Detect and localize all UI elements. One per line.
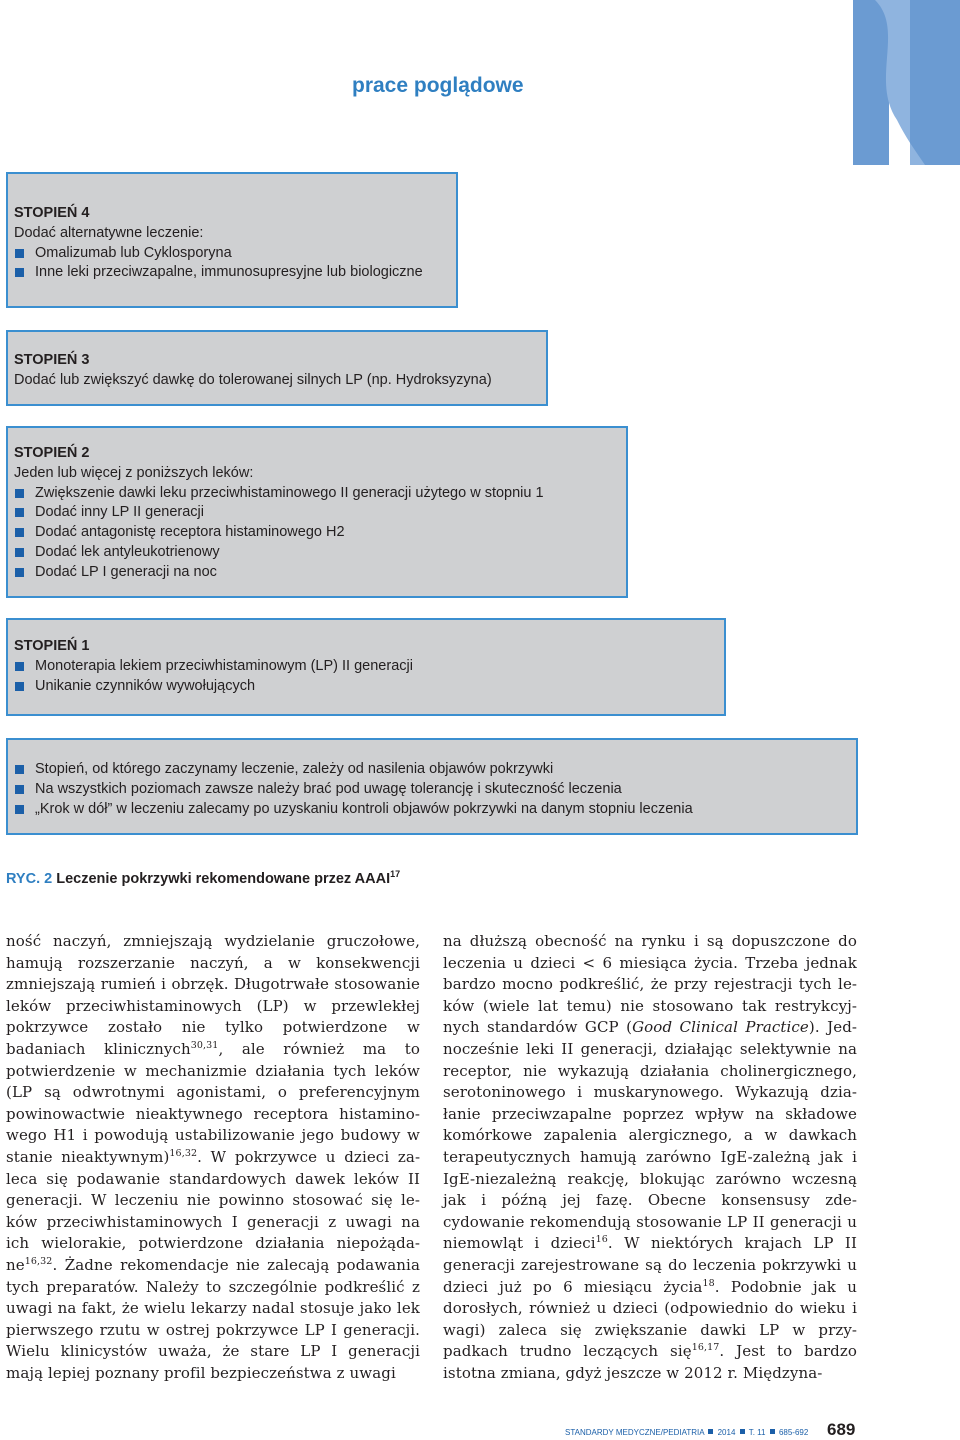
figure-caption [6,869,506,887]
note-item: Na wszystkich poziomach zawsze należy brać pod uwagę tolerancję i skuteczność leczenia [14,780,850,800]
header-decoration-curve [875,0,925,165]
square-bullet-icon [740,1429,745,1434]
page-footer [565,1417,960,1440]
journal-name: STANDARDY MEDYCZNE/PEDIATRIA [565,1428,705,1437]
step-item: Dodać LP I generacji na noc [14,563,620,583]
step-title: STOPIEŃ 4 [14,205,90,221]
section-label: prace poglądowe [352,74,524,97]
figure-caption-text: Leczenie pokrzywki rekomendowane przez AAAI [56,870,391,887]
step-intro: Dodać lub zwiększyć dawkę do tolerowanej silnych LP (np. Hydroksyzyna) [14,371,492,388]
step-title: STOPIEŃ 3 [14,352,90,368]
journal-volume: T. 11 [748,1428,766,1437]
citation: 16,32 [24,1255,53,1267]
journal-pages: 685-692 [778,1428,809,1437]
note-item: Stopień, od którego zaczynamy leczenie, zależy od nasilenia objawów pokrzywki [14,760,850,780]
citation: 17 [390,869,401,879]
step-item: Inne leki przeciwzapalne, immunosupresyjne lub biologiczne [14,263,450,283]
step-item: Dodać lek antyleukotrienowy [14,543,620,563]
citation: 16,17 [691,1342,720,1354]
citation: 30,31 [190,1039,219,1051]
step-title: STOPIEŃ 2 [14,445,90,461]
citation: 16 [595,1234,608,1246]
step-item: Unikanie czynników wywołujących [14,677,718,697]
step-item: Monoterapia lekiem przeciwhistaminowym (LP) II generacji [14,657,718,677]
figure-number: RYC. 2 [6,870,53,887]
body-column-left: ność naczyń, zmniejszają wydzielanie gruczołowe, hamują rozszerzanie naczyń, a w konsekwencji zmniejszają rumień i obrzęk. Długotrwałe stosowanie leków przeciwhistaminowych (LP) w przewlekłej pokrzywce zostało nie tylko potwierdzone w badaniach klinicznych$^{30,31}$, ale również ma to potwierdzenie w mechanizmie działania tych leków (LP są odwrotnymi agonistami, o preferencyjnym powinowactwie nieaktywnego receptora histaminowego H1 i powodują ustabilizowanie jego budowy w stanie nieaktywnym)$^{16,32}$. W pokrzywce u dzieci zaleca się podawanie standardowych dawek leków II generacji. W leczeniu nie powinno stosować się leków przeciwhistaminowych I generacji z uwagi na ich wielorakie, potwierdzone działania niepożądane$^{16,32}$. Żadne rekomendacje nie zalecają podawania tych preparatów. Należy to szczególnie podkreślić z uwagi na fakt, że wielu lekarzy nadal stosuje jako lek pierwszego rzutu w ostrej pokrzywce LP I generacji. Wielu klinicystów uważa, że stare LP I generacji mają lepiej poznany profil bezpieczeństwa z uwagi [6,932,421,1382]
notes-box [6,738,858,835]
step-1-box [6,618,726,716]
journal-year: 2014 [717,1428,736,1437]
square-bullet-icon [770,1429,775,1434]
step-item: Omalizumab lub Cyklosporyna [14,244,450,264]
step-4-box [6,172,458,308]
citation: 16,32 [169,1147,198,1159]
step-item: Zwiększenie dawki leku przeciwhistaminowego II generacji użytego w stopniu 1 [14,484,620,504]
step-title: STOPIEŃ 1 [14,638,90,654]
body-column-right: na dłuższą obecność na rynku i są dopuszczone do leczenia u dzieci < 6 miesiąca życia. Trzeba jednak bardzo mocno podkreślić, że przy rejestracji tych leków (wiele lat temu) nie stosowano tak restrykcyjnych standardów GCP (Good Clinical Practice). Jednocześnie leki II generacji, działając selektywnie na receptor, nie wykazują działania cholinergicznego, serotoninowego i muskarynowego. Wykazują działanie przeciwzapalne poprzez wpływ na składowe komórkowe zapalenia alergicznego, a w dawkach terapeutycznych hamują zarówno IgE-zależną jak i IgE-niezależną reakcję, blokując zarówno wczesną jak i późną jej fazę. Obecne konsensusy zdecydowanie rekomendują stosowanie LP II generacji u niemowląt i dzieci$^{16}$. W niektórych krajach LP II generacji zarejestrowane są do leczenia pokrzywki u dzieci już po 6 miesiącu życia$^{18}$. Podobnie jak u dorosłych, również u dzieci (odpowiednio do wieku i wagi) zaleca się zwiększanie dawki LP w przypadkach trudno leczących się$^{16,17}$. Jest to bardzo istotna zmiana, gdyż jeszcze w 2012 r. Międzyna- [443,932,857,1382]
step-3-box [6,330,548,406]
square-bullet-icon [708,1429,713,1434]
page-number: 689 [827,1420,856,1439]
step-intro: Dodać alternatywne leczenie: [14,224,204,241]
step-item: Dodać inny LP II generacji [14,503,620,523]
journal-info [565,1428,808,1437]
step-2-box [6,426,628,598]
step-intro: Jeden lub więcej z poniższych leków: [14,464,254,481]
note-item: „Krok w dół” w leczeniu zalecamy po uzyskaniu kontroli objawów pokrzywki na danym stopniu leczenia [14,800,850,820]
italic-term: Good Clinical Practice [632,1018,809,1037]
step-item: Dodać antagonistę receptora histaminowego H2 [14,523,620,543]
citation: 18 [702,1277,715,1289]
